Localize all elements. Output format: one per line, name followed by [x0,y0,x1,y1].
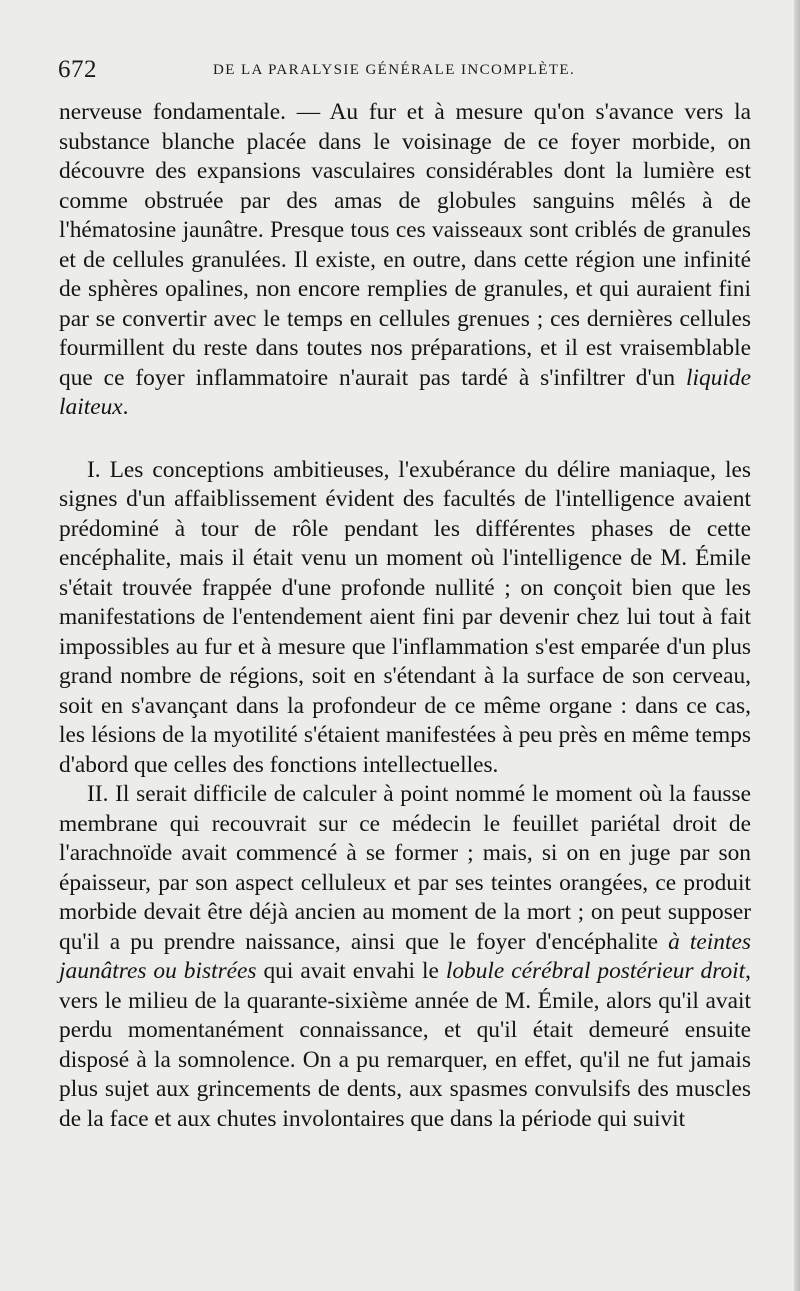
text-run: . [122,394,129,420]
text-run: nerveuse fondamentale. — Au fur et à mesure qu'on s'avance vers la substance blanche placée dans le voisinage de ce foyer morbide, on découvre des expansions vasculaires considérables dont la lumière est comme obstruée par des amas de globules sanguins mêlés à de l'hématosine jaunâtre. Presque tous ces vaisseaux sont criblés de granules et de cellules granulées. Il existe, en outre, dans cette région une infinité de sphères opalines, non encore remplies de granules, et qui auraient fini par se convertir avec le temps en cellules grenues ; ces dernières cellules fourmillent du reste dans toutes nos préparations, et il est vraisemblable que ce foyer inflammatoire n'aurait pas tardé à s'infiltrer d'un [59,99,751,391]
italic-run: lobule cérébral postérieur droit [445,958,746,984]
running-title: DE LA PARALYSIE GÉNÉRALE INCOMPLÈTE. [213,62,576,78]
page-number: 672 [58,56,97,83]
text-run: , vers le milieu de la quarante-sixième année de M. Émile, alors qu'il avait perdu momentanément connaissance, et qu'il était demeuré ensuite disposé à la somnolence. On a pu remarquer, en effet, qu'il ne fut jamais plus sujet aux grincements de dents, aux spasmes convulsifs des muscles de la face et aux chutes involontaires que dans la période qui suivit [59,958,751,1132]
italic-run: liquide laiteux [59,364,751,420]
body-text [59,98,751,1134]
text-run: II. Il serait difficile de calculer à point nommé le moment où la fausse membrane qui recouvrait sur ce médecin le feuillet pariétal droit de l'arachnoïde avait commencé à se former ; mais, si on en juge par son épaisseur, par son aspect celluleux et par ses teintes orangées, ce produit morbide devait être déjà ancien au moment de la mort ; on peut supposer qu'il a pu prendre naissance, ainsi que le foyer d'encéphalite [59,781,751,955]
paragraph-section-ii [59,780,751,1134]
paragraph-continued [59,98,751,423]
text-run: qui avait envahi le [256,958,446,984]
page-edge [794,0,800,1291]
paragraph-section-i: I. Les conceptions ambitieuses, l'exubérance du délire maniaque, les signes d'un affaiblissement évident des facultés de l'intelligence avaient prédominé à tour de rôle pendant les différentes phases de cette encéphalite, mais il était venu un moment où l'intelligence de M. Émile s'était trouvée frappée d'une profonde nullité ; on conçoit bien que les manifestations de l'entendement aient fini par devenir chez lui tout à fait impossibles au fur et à mesure que l'inflammation s'est emparée d'un plus grand nombre de régions, soit en s'étendant à la surface de son cerveau, soit en s'avançant dans la profondeur de ce même organe : dans ce cas, les lésions de la myotilité s'étaient manifestées à peu près en même temps d'abord que celles des fonctions intellectuelles. [59,456,751,778]
page-header [58,56,748,90]
italic-run: à teintes jaunâtres ou bistrées [59,928,751,984]
